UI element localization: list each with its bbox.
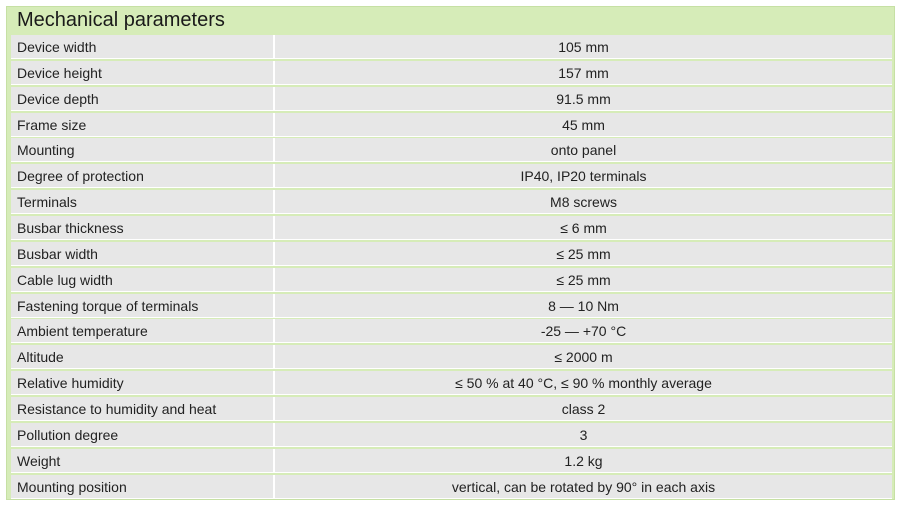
parameter-value: class 2 — [275, 397, 892, 421]
parameter-value: vertical, can be rotated by 90° in each axis — [275, 475, 892, 499]
parameter-label: Relative humidity — [11, 371, 273, 395]
parameter-label: Frame size — [11, 113, 273, 137]
table-row — [11, 345, 892, 369]
parameter-value: ≤ 50 % at 40 °C, ≤ 90 % monthly average — [275, 371, 892, 395]
table-row — [11, 35, 892, 59]
table-row — [11, 164, 892, 188]
parameter-label: Busbar thickness — [11, 216, 273, 240]
parameter-value: ≤ 25 mm — [275, 268, 892, 292]
table-row — [11, 138, 892, 162]
table-body — [11, 35, 892, 500]
parameter-label: Busbar width — [11, 242, 273, 266]
parameter-label: Cable lug width — [11, 268, 273, 292]
table-row — [11, 216, 892, 240]
parameter-value: 3 — [275, 423, 892, 447]
parameter-label: Weight — [11, 449, 273, 473]
parameter-label: Device height — [11, 61, 273, 85]
parameters-table-panel — [6, 6, 895, 500]
table-row — [11, 319, 892, 343]
parameter-value: onto panel — [275, 138, 892, 162]
table-row — [11, 113, 892, 137]
table-row — [11, 475, 892, 499]
parameter-label: Device width — [11, 35, 273, 59]
table-row — [11, 242, 892, 266]
parameter-value: 1.2 kg — [275, 449, 892, 473]
table-row — [11, 423, 892, 447]
parameter-value: -25 — +70 °C — [275, 319, 892, 343]
parameter-label: Device depth — [11, 87, 273, 111]
parameter-label: Mounting position — [11, 475, 273, 499]
parameter-value: 91.5 mm — [275, 87, 892, 111]
parameter-label: Mounting — [11, 138, 273, 162]
parameter-value: 8 — 10 Nm — [275, 294, 892, 318]
parameter-label: Resistance to humidity and heat — [11, 397, 273, 421]
parameter-label: Degree of protection — [11, 164, 273, 188]
parameter-label: Ambient temperature — [11, 319, 273, 343]
table-row — [11, 397, 892, 421]
table-row — [11, 449, 892, 473]
table-row — [11, 190, 892, 214]
parameter-value: ≤ 2000 m — [275, 345, 892, 369]
table-row — [11, 294, 892, 318]
parameter-value: ≤ 6 mm — [275, 216, 892, 240]
table-row — [11, 371, 892, 395]
parameter-value: 45 mm — [275, 113, 892, 137]
parameter-label: Pollution degree — [11, 423, 273, 447]
parameter-value: ≤ 25 mm — [275, 242, 892, 266]
table-row — [11, 87, 892, 111]
parameter-label: Fastening torque of terminals — [11, 294, 273, 318]
parameter-value: 105 mm — [275, 35, 892, 59]
parameter-value: IP40, IP20 terminals — [275, 164, 892, 188]
table-title: Mechanical parameters — [17, 9, 225, 31]
table-row — [11, 268, 892, 292]
parameter-label: Altitude — [11, 345, 273, 369]
parameter-value: M8 screws — [275, 190, 892, 214]
parameter-value: 157 mm — [275, 61, 892, 85]
parameter-label: Terminals — [11, 190, 273, 214]
table-row — [11, 61, 892, 85]
